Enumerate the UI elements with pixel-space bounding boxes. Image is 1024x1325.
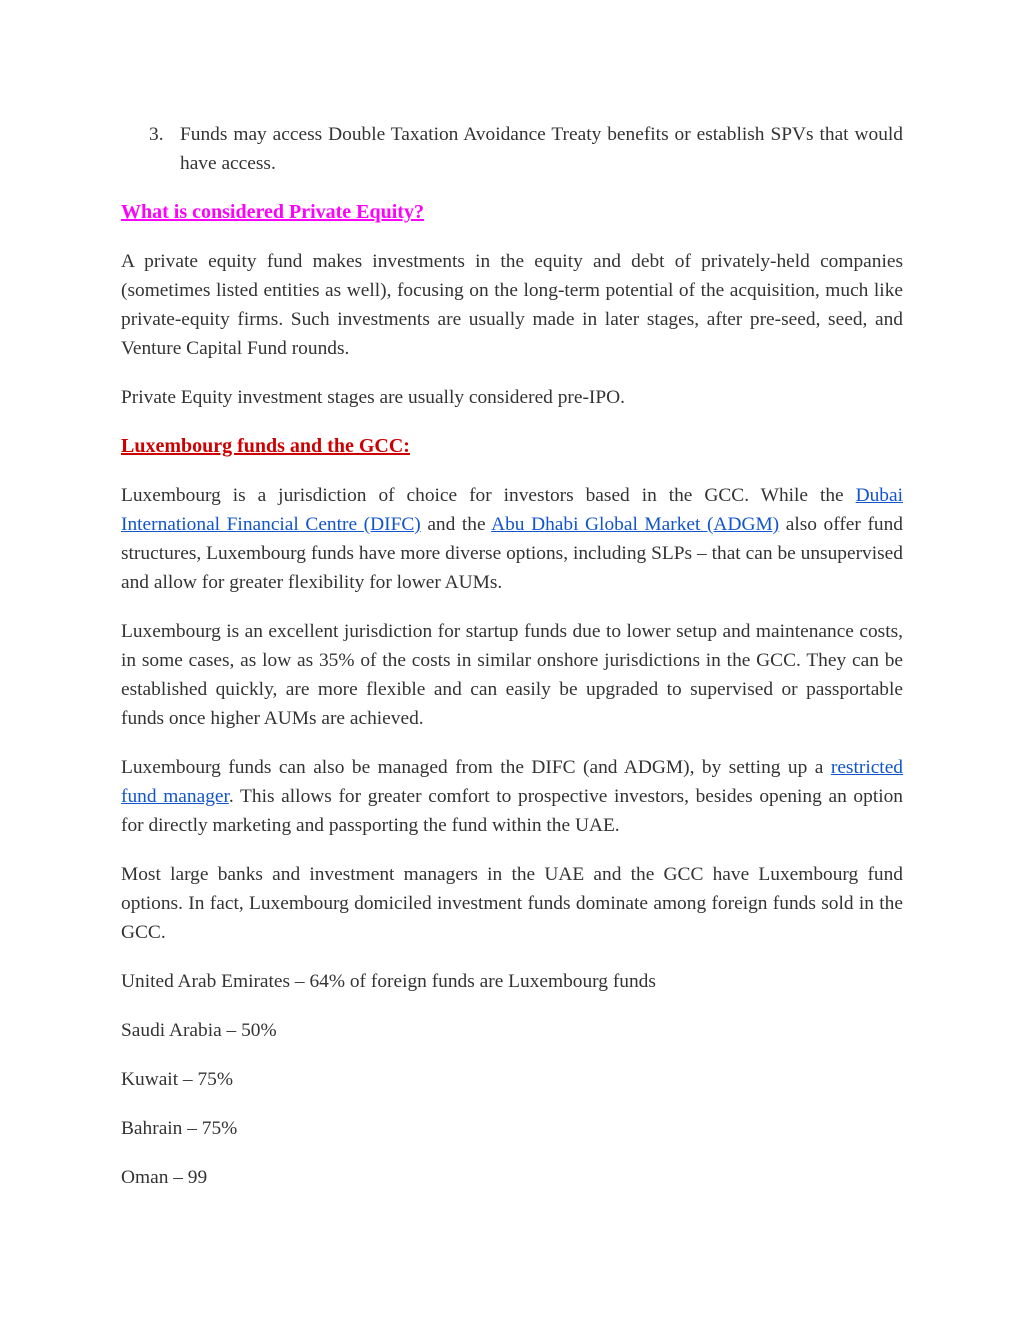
document-content: [121, 120, 903, 1212]
list-text: Funds may access Double Taxation Avoidance Treaty benefits or establish SPVs that would have access.: [180, 124, 903, 174]
heading-luxembourg-gcc: Luxembourg funds and the GCC:: [121, 435, 410, 457]
paragraph-lux-startup-funds: Luxembourg is an excellent jurisdiction for startup funds due to lower setup and maintenance costs, in some cases, as low as 35% of the costs in similar onshore jurisdictions in the GCC. They can be established quickly, are more flexible and can easily be upgraded to supervised or passportable funds once higher AUMs are achieved.: [121, 621, 903, 729]
paragraph-text: also offer fund structures, Luxembourg funds have more diverse options, including SLPs – that can be unsupervised and allow for greater flexibility for lower AUMs.: [121, 514, 903, 593]
link-adgm[interactable]: Abu Dhabi Global Market (ADGM): [491, 514, 780, 535]
paragraph-text: Luxembourg funds can also be managed from the DIFC (and ADGM), by setting up a: [121, 757, 831, 778]
paragraph-lux-banks: Most large banks and investment managers in the UAE and the GCC have Luxembourg fund options. In fact, Luxembourg domiciled investment funds dominate among foreign funds sold in the GCC.: [121, 864, 903, 943]
paragraph-pe-definition: A private equity fund makes investments in the equity and debt of privately-held companies (sometimes listed entities as well), focusing on the long-term potential of the acquisition, much like private-equity firms. Such investments are usually made in later stages, after pre-seed, seed, and Venture Capital Fund rounds.: [121, 251, 903, 359]
stat-bahrain: Bahrain – 75%: [121, 1118, 238, 1139]
stat-kuwait: Kuwait – 75%: [121, 1069, 234, 1090]
paragraph-pe-stages: Private Equity investment stages are usually considered pre-IPO.: [121, 387, 626, 408]
paragraph-lux-jurisdiction: [121, 481, 903, 597]
paragraph-text: Luxembourg is a jurisdiction of choice for investors based in the GCC. While the: [121, 485, 856, 506]
stat-uae: United Arab Emirates – 64% of foreign funds are Luxembourg funds: [121, 971, 656, 992]
stat-oman: Oman – 99: [121, 1167, 208, 1188]
list-item: [121, 120, 903, 178]
link-restricted-fund-manager[interactable]: restricted fund manager: [121, 757, 903, 807]
list-number: 3.: [149, 124, 164, 145]
heading-private-equity: What is considered Private Equity?: [121, 201, 424, 223]
paragraph-lux-managed-difc: [121, 753, 903, 840]
paragraph-text: . This allows for greater comfort to prospective investors, besides opening an option for directly marketing and passporting the fund within the UAE.: [121, 786, 903, 836]
link-difc[interactable]: Dubai International Financial Centre (DIFC): [121, 485, 903, 535]
stat-saudi-arabia: Saudi Arabia – 50%: [121, 1020, 277, 1041]
paragraph-text: and the: [420, 514, 492, 535]
